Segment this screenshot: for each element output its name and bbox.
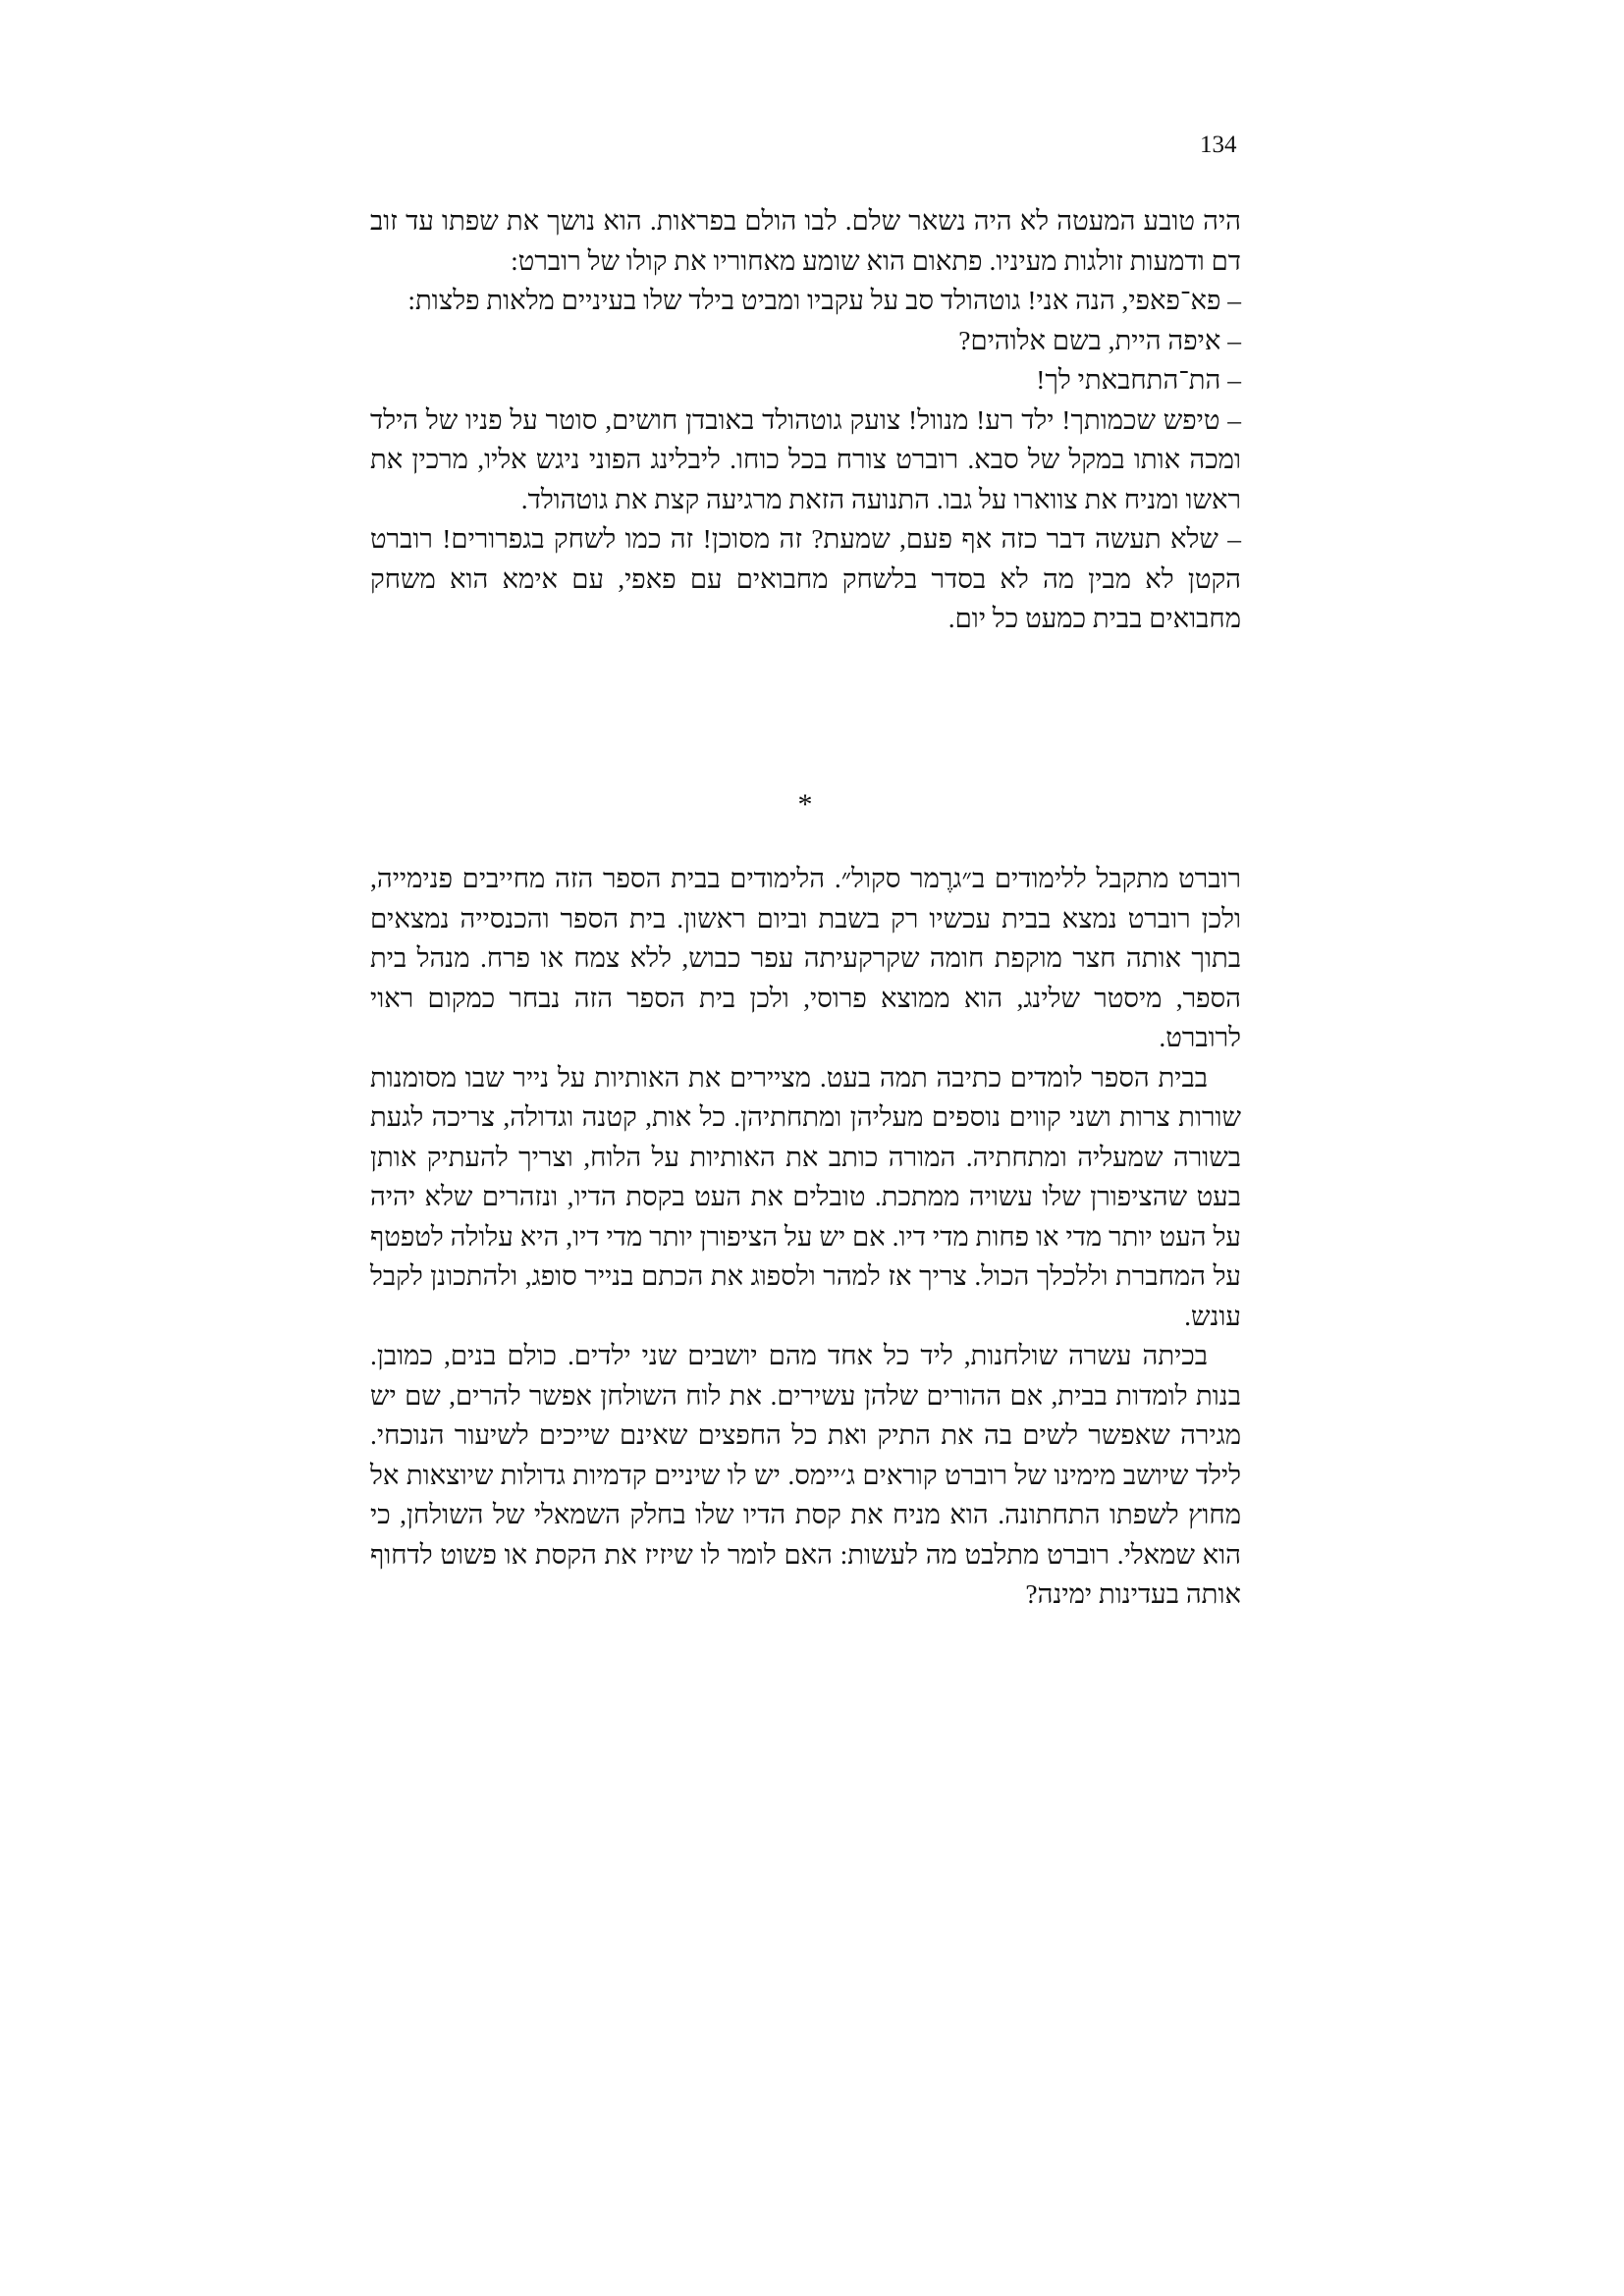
page-number: 134: [1200, 132, 1237, 158]
dialog-line: – שלא תעשה דבר כזה אף פעם, שמעת? זה מסוכן! זה כמו לשחק בגפרורים! רוברט הקטן לא מבין מה לא בסדר בלשחק מחבואים עם פאפי, עם אימא הוא משחק מחבואים בבית כמעט כל יום.: [370, 523, 1241, 633]
paragraph: היה טובע המעטה לא היה נשאר שלם. לבו הולם בפראות. הוא נושך את שפתו עד זוב דם ודמעות זולגות מעיניו. פתאום הוא שומע מאחוריו את קולו של רוברט:: [370, 205, 1241, 276]
paragraph: בכיתה עשרה שולחנות, ליד כל אחד מהם יושבים שני ילדים. כולם בנים, כמובן. בנות לומדות בבית, אם ההורים שלהן עשירים. את לוח השולחן אפשר להרים, שם יש מגירה שאפשר לשים בה את התיק ואת כל החפצים שאינם שייכים לשיעור הנוכחי. לילד שיושב מימינו של רוברט קוראים ג׳יימס. יש לו שיניים קדמיות גדולות שיוצאות אל מחוץ לשפתו התחתונה. הוא מניח את קסת הדיו שלו בחלק השמאלי של השולחן, כי הוא שמאלי. רוברט מתלבט מה לעשות: האם לומר לו שיזיז את הקסת או פשוט לדחוף אותה בעדינות ימינה?: [370, 1340, 1241, 1609]
text-section-2: [370, 859, 1241, 1615]
dialog-line: – הת־התחבאתי לך!: [1036, 364, 1241, 395]
dialog-line: – פא־פאפי, הנה אני! גוטהולד סב על עקביו ומביט בילד שלו בעיניים מלאות פלצות:: [407, 285, 1241, 315]
paragraph: רוברט מתקבל ללימודים ב״גרֶמר סקול״. הלימודים בבית הספר הזה מחייבים פנימייה, ולכן רוברט נמצא בבית עכשיו רק בשבת וביום ראשון. בית הספר והכנסייה נמצאים בתוך אותה חצר מוקפת חומה שקרקעיתה עפר כבוש, ללא צמח או פרח. מנהל בית הספר, מיסטר שלינג, הוא ממוצא פרוסי, ולכן בית הספר הזה נבחר כמקום ראוי לרוברט.: [370, 863, 1241, 1052]
dialog-line: – איפה היית, בשם אלוהים?: [958, 324, 1241, 355]
paragraph: בבית הספר לומדים כתיבה תמה בעט. מציירים את האותיות על נייר שבו מסומנות שורות צרות ושני קווים נוספים מעליהן ומתחתיהן. כל אות, קטנה וגדולה, צריכה לגעת בשורה שמעליה ומתחתיה. המורה כותב את האותיות על הלוח, וצריך להעתיק אותן בעט שהציפורן שלו עשויה ממתכת. טובלים את העט בקסת הדיו, ונזהרים שלא יהיה על העט יותר מדי או פחות מדי דיו. אם יש על הציפורן יותר מדי דיו, היא עלולה לטפטף על המחברת וללכלך הכול. צריך אז למהר ולספוג את הכתם בנייר סופג, ולהתכונן לקבל עונש.: [370, 1061, 1241, 1331]
text-section-1: [370, 201, 1241, 639]
dialog-line: – טיפש שכמותך! ילד רע! מנוול! צועק גוטהולד באובדן חושים, סוטר על פניו של הילד ומכה אותו במקל של סבא. רוברט צורח בכל כוחו. ליבלינג הפוני ניגש אליו, מרכין את ראשו ומניח את צווארו על גבו. התנועה הזאת מרגיעה קצת את גוטהולד.: [370, 403, 1241, 514]
section-separator: *: [797, 788, 813, 821]
